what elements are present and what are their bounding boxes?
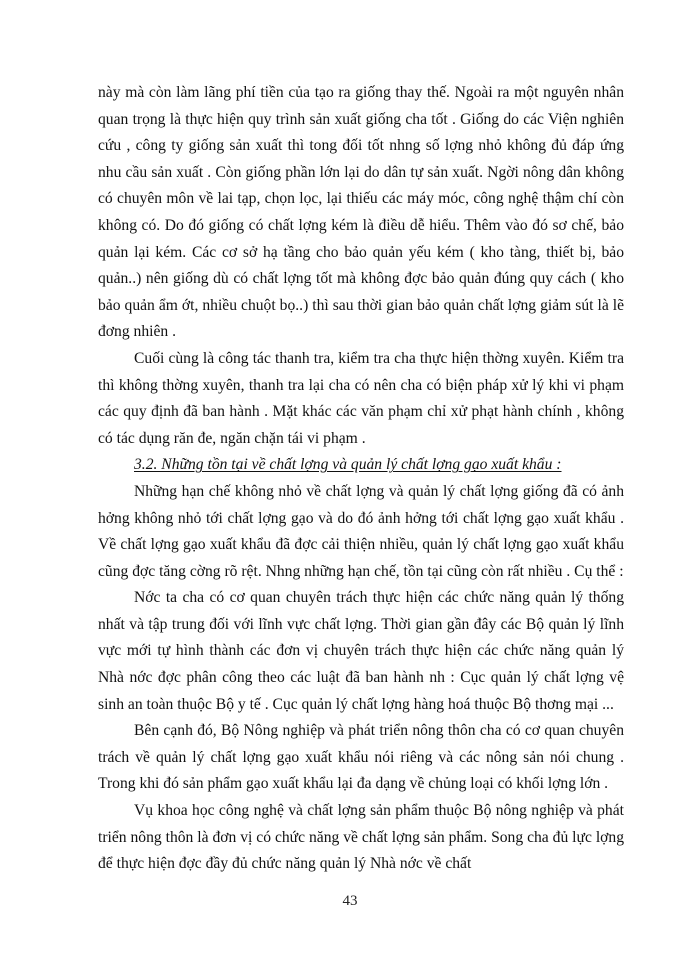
paragraph-department: Vụ khoa học công nghệ và chất lợng sản phẩm thuộc Bộ nông nghiệp và phát triển nông thôn là đơn vị có chức năng về chất lợng sản phẩm. Song cha đủ lực lợng để thực hiện đợc đầy đủ chức năng quản lý Nhà nớc về chất <box>98 802 624 873</box>
paragraph-agencies: Nớc ta cha có cơ quan chuyên trách thực hiện các chức năng quản lý thống nhất và tập trung đối với lĩnh vực chất lợng. Thời gian gần đây các Bộ quản lý lĩnh vực mới tự hình thành các đơn vị chuyên trách thực hiện các chức năng quản lý Nhà nớc đợc phân công theo các luật đã ban hành nh : Cục quản lý chất lợng vệ sinh an toàn thuộc Bộ y tế . Cục quản lý chất lợng hàng hoá thuộc Bộ thơng mại ... <box>98 589 624 713</box>
paragraph-limitations: Những hạn chế không nhỏ về chất lợng và quản lý chất lợng giống đã có ảnh hởng không nhỏ tới chất lợng gạo và do đó ảnh hởng tới chất lợng gạo xuất khẩu . Về chất lợng gạo xuất khẩu đã đợc cải thiện nhiều, quản lý chất lợng gạo xuất khẩu cũng đợc tăng cờng rõ rệt. Nhng những hạn chế, tồn tại cũng còn rất nhiều . Cụ thể : <box>98 482 624 580</box>
section-heading: 3.2. Những tồn tại về chất lợng và quản lý chất lợng gạo xuất khẩu : <box>134 456 562 474</box>
page-number: 43 <box>342 893 358 909</box>
document-body <box>98 80 624 878</box>
paragraph-continuation: này mà còn làm lãng phí tiền của tạo ra giống thay thế. Ngoài ra một nguyên nhân quan trọng là thực hiện quy trình sản xuất giống cha tốt . Giống do các Viện nghiên cứu , công ty giống sản xuất thì tong đối tốt nhng số lợng nhỏ không đủ đáp ứng nhu cầu sản xuất . Còn giống phần lớn lại do dân tự sản xuất. Ngời nông dân không có chuyên môn về lai tạp, chọn lọc, lại thiếu các máy móc, công nghệ thậm chí còn không có. Do đó giống có chất lợng kém là điều dễ hiểu. Thêm vào đó sơ chế, bảo quản lại kém. Các cơ sở hạ tầng cho bảo quản yếu kém ( kho tàng, thiết bị, bảo quản..) nên giống dù có chất lợng tốt mà không đợc bảo quản đúng quy cách ( kho bảo quản ẩm ớt, nhiều chuột bọ..) thì sau thời gian bảo quản chất lợng giảm sút là lẽ đơng nhiên . <box>98 84 624 341</box>
paragraph-ministry: Bên cạnh đó, Bộ Nông nghiệp và phát triển nông thôn cha có cơ quan chuyên trách về quản lý chất lợng gạo xuất khẩu nói riêng và các nông sản nói chung . Trong khi đó sản phẩm gạo xuất khẩu lại đa dạng về chủng loại có khối lợng lớn . <box>98 722 624 793</box>
paragraph-inspection: Cuối cùng là công tác thanh tra, kiểm tra cha thực hiện thờng xuyên. Kiểm tra thì không thờng xuyên, thanh tra lại cha có nên cha có biện pháp xử lý khi vi phạm các quy định đã ban hành . Mặt khác các văn phạm chỉ xử phạt hành chính , không có tác dụng răn đe, ngăn chặn tái vi phạm . <box>98 349 624 447</box>
